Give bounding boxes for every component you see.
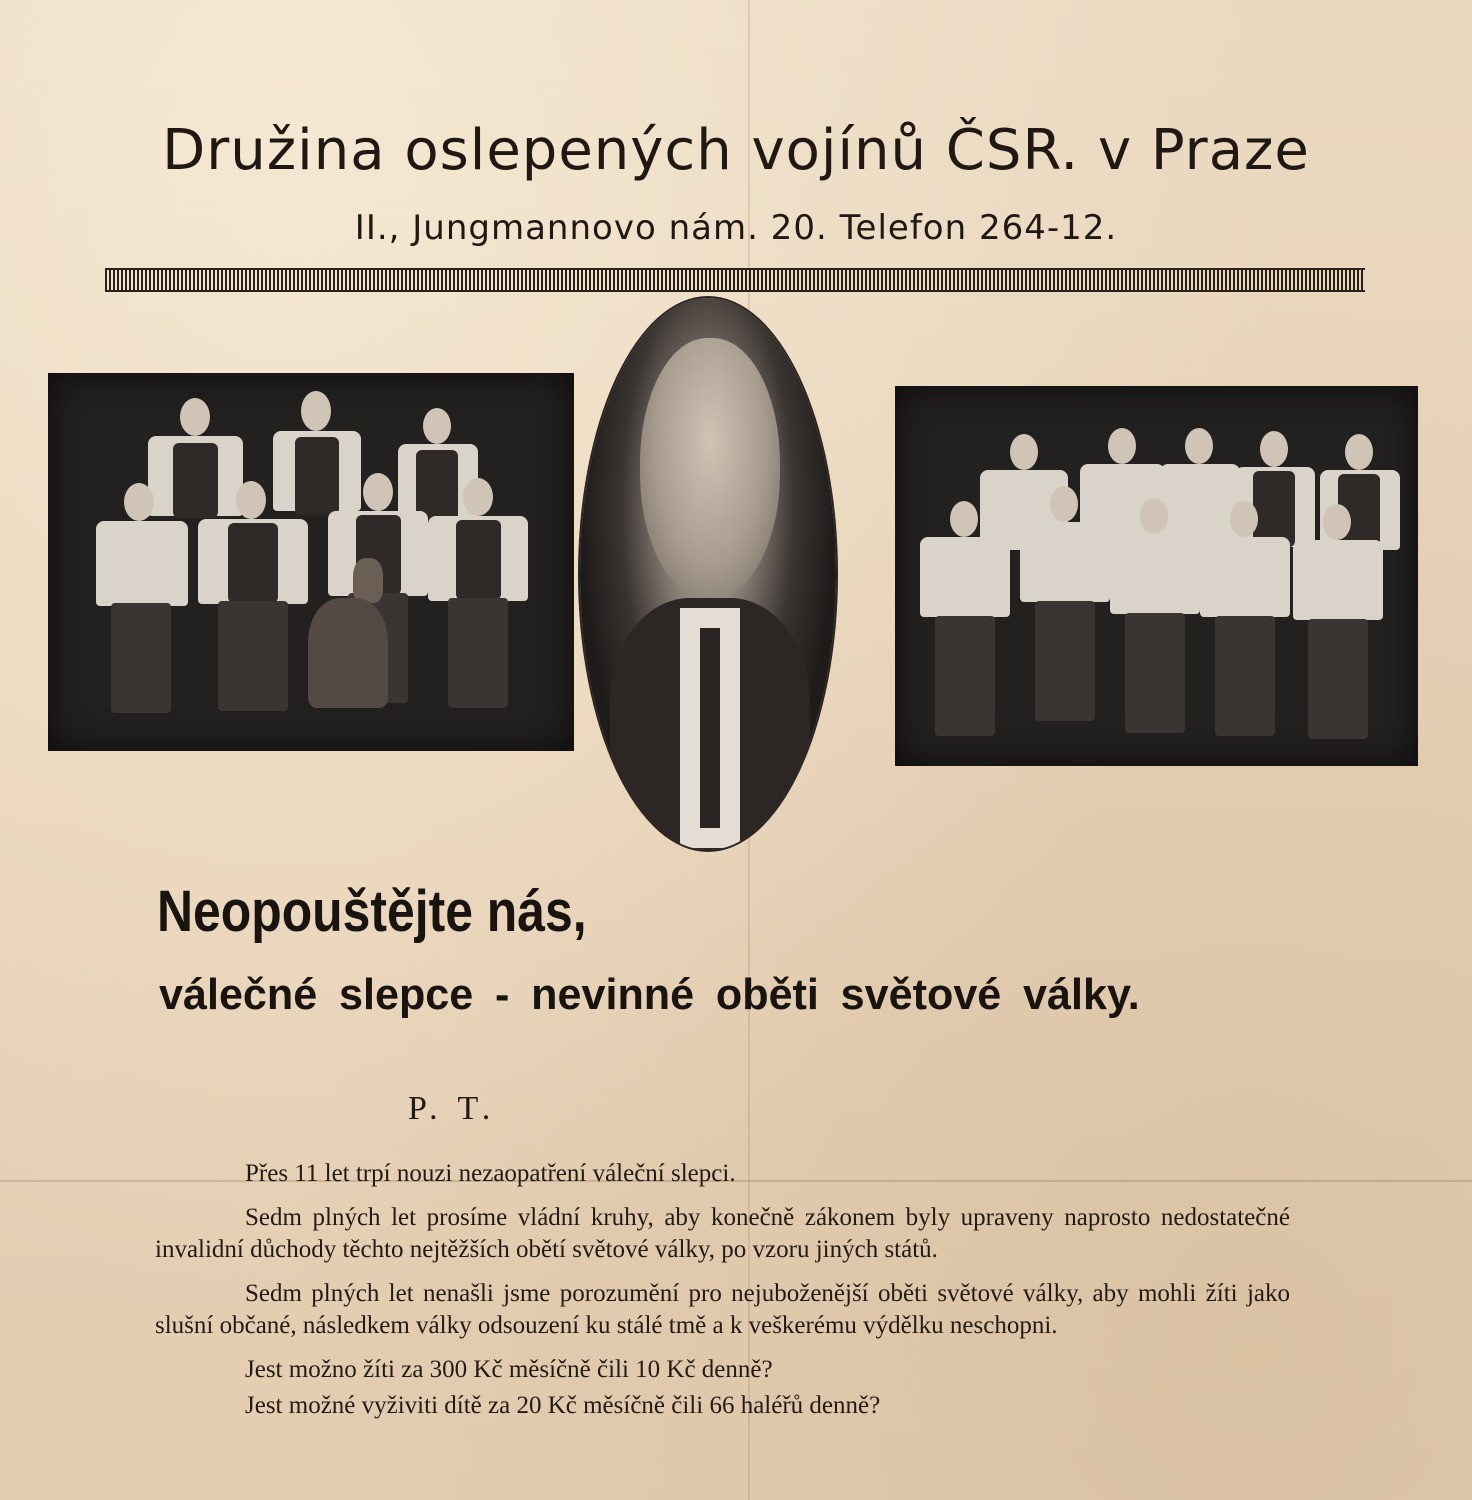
organization-title: Družina oslepených vojínů ČSR. v Praze bbox=[162, 118, 1310, 183]
paragraph: Přes 11 let trpí nouzi nezaopatření váleční slepci. bbox=[245, 1160, 736, 1187]
paragraph: Sedm plných let prosíme vládní kruhy, aby konečně zákonem byly upraveny naprosto nedostatečné invalidní důchody těchto nejtěžších obětí světové války, po vzoru jiných států. bbox=[155, 1204, 1290, 1263]
paragraph: Sedm plných let nenašli jsme porozumění pro nejuboženější oběti světové války, aby mohli žíti jako slušní občané, následkem války odsouzení ku stálé tmě a k veškerému výdělku neschopni. bbox=[155, 1280, 1290, 1339]
portrait-photo bbox=[580, 298, 836, 850]
group-photo-right bbox=[895, 386, 1418, 766]
appeal-body bbox=[155, 1158, 1290, 1426]
appeal-subheadline: válečné slepce - nevinné oběti světové války. bbox=[159, 970, 1140, 1019]
decorative-rule bbox=[105, 268, 1365, 292]
group-photo-left bbox=[48, 373, 574, 751]
paragraph: Jest možné vyživiti dítě za 20 Kč měsíčně čili 66 haléřů denně? bbox=[245, 1392, 881, 1419]
appeal-headline: Neopouštějte nás, bbox=[157, 879, 587, 944]
paragraph: Jest možno žíti za 300 Kč měsíčně čili 10 Kč denně? bbox=[245, 1356, 773, 1383]
organization-address: II., Jungmannovo nám. 20. Telefon 264-12. bbox=[354, 208, 1118, 248]
salutation: P. T. bbox=[408, 1090, 497, 1127]
